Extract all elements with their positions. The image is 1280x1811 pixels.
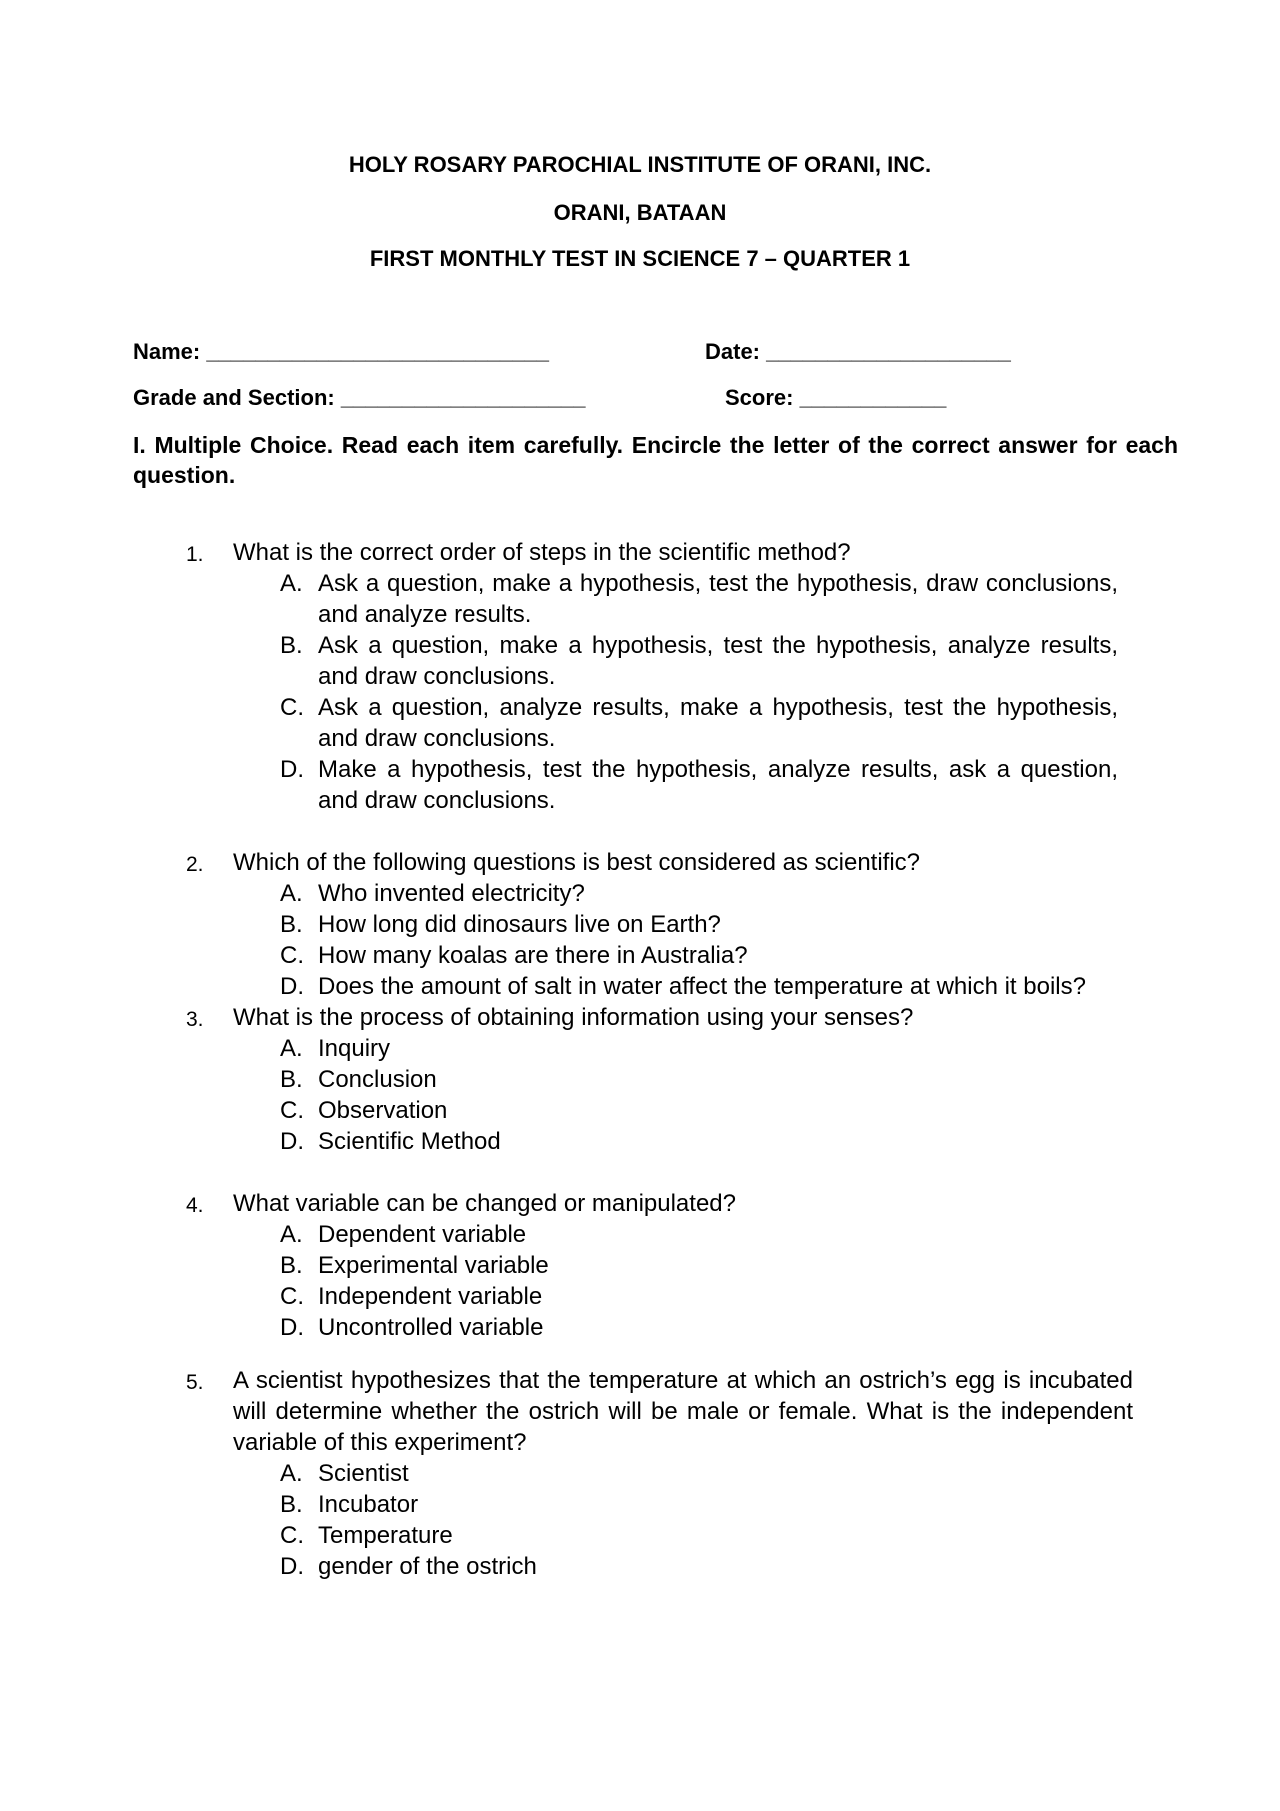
question-text: What is the process of obtaining information using your senses?: [233, 1004, 914, 1031]
question-text: A scientist hypothesizes that the temperature at which an ostrich’s egg is incubated will determine whether the ostrich will be male or female. What is the independent variable of this experiment?: [233, 1367, 1133, 1456]
option-text: Scientist: [318, 1460, 409, 1487]
option-letter: C.: [280, 1283, 304, 1310]
option-text: Independent variable: [318, 1283, 543, 1310]
option-letter: A.: [280, 570, 303, 597]
question-number: 3.: [186, 1008, 204, 1031]
option-letter: A.: [280, 1460, 303, 1487]
school-name: HOLY ROSARY PAROCHIAL INSTITUTE OF ORANI, INC.: [348, 152, 932, 177]
answer-option: [0, 630, 1280, 692]
option-text: Incubator: [318, 1491, 419, 1518]
option-text: Inquiry: [318, 1035, 391, 1062]
option-letter: A.: [280, 880, 303, 907]
question-text: Which of the following questions is best considered as scientific?: [233, 849, 921, 876]
question: [0, 1002, 1280, 1157]
option-letter: C.: [280, 1522, 304, 1549]
option-letter: B.: [280, 632, 303, 659]
name-field: Name: ____________________________: [133, 339, 549, 364]
option-letter: A.: [280, 1221, 303, 1248]
question-text: What variable can be changed or manipulated?: [233, 1190, 736, 1217]
option-text: Ask a question, make a hypothesis, test the hypothesis, draw conclusions, and analyze results.: [318, 570, 1118, 628]
option-letter: A.: [280, 1035, 303, 1062]
option-letter: D.: [280, 973, 304, 1000]
option-text: Observation: [318, 1097, 448, 1124]
answer-option: [0, 1219, 1280, 1250]
question: [0, 1188, 1280, 1343]
answer-option: [0, 1033, 1280, 1064]
question: [0, 1365, 1280, 1582]
answer-option: [0, 1312, 1280, 1343]
question-number: 1.: [186, 543, 204, 566]
option-text: Conclusion: [318, 1066, 437, 1093]
option-letter: B.: [280, 1491, 303, 1518]
option-text: Temperature: [318, 1522, 453, 1549]
question-number: 5.: [186, 1371, 204, 1394]
school-location: ORANI, BATAAN: [553, 200, 727, 225]
grade-section-field: Grade and Section: ____________________: [133, 385, 586, 410]
answer-option: [0, 692, 1280, 754]
option-text: How long did dinosaurs live on Earth?: [318, 911, 721, 938]
answer-option: [0, 971, 1280, 1002]
question-text: What is the correct order of steps in the scientific method?: [233, 539, 851, 566]
option-letter: D.: [280, 756, 304, 783]
answer-option: [0, 1458, 1280, 1489]
option-letter: C.: [280, 1097, 304, 1124]
option-letter: D.: [280, 1553, 304, 1580]
option-text: Does the amount of salt in water affect the temperature at which it boils?: [318, 973, 1086, 1000]
option-text: Uncontrolled variable: [318, 1314, 544, 1341]
option-letter: D.: [280, 1314, 304, 1341]
answer-option: [0, 1281, 1280, 1312]
option-text: Ask a question, make a hypothesis, test the hypothesis, analyze results, and draw conclusions.: [318, 632, 1118, 690]
option-text: Scientific Method: [318, 1128, 501, 1155]
option-text: Experimental variable: [318, 1252, 549, 1279]
answer-option: [0, 754, 1280, 816]
answer-option: [0, 940, 1280, 971]
answer-option: [0, 1551, 1280, 1582]
option-text: Dependent variable: [318, 1221, 527, 1248]
option-text: How many koalas are there in Australia?: [318, 942, 748, 969]
date-field: Date: ____________________: [705, 339, 1011, 364]
question: [0, 847, 1280, 1002]
answer-option: [0, 1250, 1280, 1281]
option-text: Ask a question, analyze results, make a hypothesis, test the hypothesis, and draw conclusions.: [318, 694, 1118, 752]
option-letter: C.: [280, 694, 304, 721]
question-number: 4.: [186, 1194, 204, 1217]
question-list: [0, 537, 1280, 1582]
test-title: FIRST MONTHLY TEST IN SCIENCE 7 – QUARTER 1: [369, 246, 911, 271]
answer-option: [0, 1064, 1280, 1095]
answer-option: [0, 1095, 1280, 1126]
answer-option: [0, 1489, 1280, 1520]
option-letter: D.: [280, 1128, 304, 1155]
question-number: 2.: [186, 853, 204, 876]
option-text: Make a hypothesis, test the hypothesis, analyze results, ask a question, and draw conclusions.: [318, 756, 1118, 814]
answer-option: [0, 909, 1280, 940]
answer-option: [0, 878, 1280, 909]
option-letter: B.: [280, 911, 303, 938]
option-letter: C.: [280, 942, 304, 969]
answer-option: [0, 568, 1280, 630]
option-text: Who invented electricity?: [318, 880, 585, 907]
option-letter: B.: [280, 1066, 303, 1093]
option-text: gender of the ostrich: [318, 1553, 537, 1580]
question: [0, 537, 1280, 816]
score-field: Score: ____________: [725, 385, 947, 410]
answer-option: [0, 1520, 1280, 1551]
answer-option: [0, 1126, 1280, 1157]
instructions: I. Multiple Choice. Read each item carefully. Encircle the letter of the correct answer for each question.: [133, 432, 1178, 488]
option-letter: B.: [280, 1252, 303, 1279]
